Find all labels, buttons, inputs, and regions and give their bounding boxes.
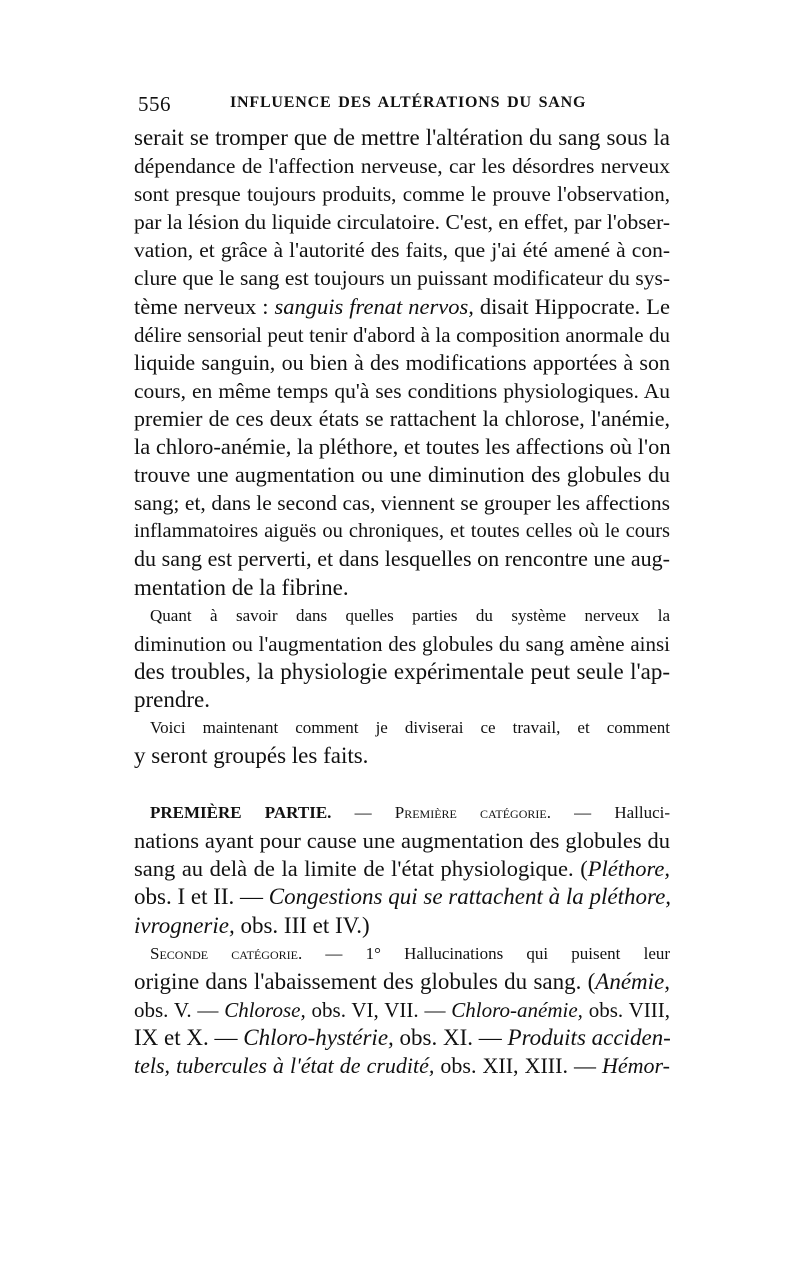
italic-term: Hémor- — [602, 1053, 671, 1078]
italic-term: Congestions qui se rattachent à la pléthore, — [268, 884, 672, 910]
text-line — [134, 855, 670, 883]
text-line: par la lésion du liquide circulatoire. C'est, en effet, par l'obser- — [134, 210, 670, 235]
body-text — [134, 124, 670, 1080]
italic-term: Chloro-hystérie, — [243, 1024, 394, 1050]
italic-term: Chlorose, — [224, 997, 306, 1022]
italic-term: Chloro-anémie, — [451, 997, 583, 1022]
italic-term: ivrognerie, — [134, 912, 235, 938]
running-title: INFLUENCE DES ALTÉRATIONS DU SANG — [230, 94, 587, 111]
text-run: obs. III et IV.) — [234, 912, 370, 938]
text-line — [134, 1052, 670, 1080]
section-first-part — [134, 799, 670, 939]
text-line: des troubles, la physiologie expérimentale peut seule l'ap- — [134, 658, 670, 684]
text-line: sont presque toujours produits, comme le prouve l'observation, — [134, 182, 670, 207]
text-line: délire sensorial peut tenir d'abord à la composition anormale du — [134, 322, 670, 347]
text-run: 1° Hallucinations qui puisent leur — [365, 943, 671, 963]
text-line: vation, et grâce à l'autorité des faits, que j'ai été amené à con- — [134, 238, 670, 263]
text-run: obs. I et II. — — [134, 884, 269, 910]
italic-term: tels, tubercules à l'état de crudité, — [134, 1053, 435, 1078]
text-run: origine dans l'abaissement des globules du sang. ( — [134, 968, 596, 994]
page-number: 556 — [138, 92, 171, 116]
text-run: sang au delà de la limite de l'état physiologique. ( — [134, 856, 588, 882]
dash: — — [550, 803, 615, 823]
running-head — [138, 92, 678, 120]
text-line — [134, 1024, 670, 1052]
text-line: cours, en même temps qu'à ses conditions physiologiques. Au — [134, 378, 670, 403]
text-run: obs. VI, VII. — — [305, 997, 452, 1022]
text-line — [134, 940, 670, 968]
italic-term: Produits acciden- — [507, 1024, 671, 1050]
text-line: liquide sanguin, ou bien à des modifications apportées à son — [134, 349, 670, 375]
dash: — — [331, 803, 395, 823]
text-run: IX et X. — — [134, 1024, 244, 1050]
italic-term: Anémie, — [595, 968, 670, 994]
text-line: inflammatoires aiguës ou chroniques, et toutes celles où le cours — [134, 520, 670, 543]
text-run: obs. VIII, — [582, 997, 670, 1022]
italic-term: Pléthore, — [587, 856, 670, 882]
text-line: Voici maintenant comment je diviserai ce travail, et comment — [150, 717, 670, 737]
text-line: premier de ces deux états se rattachent la chlorose, l'anémie, — [134, 405, 670, 431]
text-line: trouve une augmentation ou une diminution des globules du — [134, 462, 670, 488]
text-line: prendre. — [134, 686, 210, 712]
category-heading: Seconde catégorie. — [150, 943, 303, 963]
part-heading: PREMIÈRE PARTIE. — [150, 803, 332, 823]
text-line: du sang est perverti, et dans lesquelles on rencontre une aug- — [134, 546, 670, 572]
dash: — — [302, 943, 366, 963]
text-line: sang; et, dans le second cas, viennent se grouper les affections — [134, 491, 670, 516]
text-run: disait Hippocrate. Le — [473, 293, 670, 319]
text-line: diminution ou l'augmentation des globules du sang amène ainsi — [134, 631, 670, 656]
text-line — [134, 293, 670, 321]
text-run: obs. V. — — [134, 997, 225, 1022]
latin-quote: sanguis frenat nervos, — [274, 293, 474, 319]
paragraph-3 — [134, 714, 670, 770]
category-heading: Première catégorie. — [394, 803, 551, 823]
text-line: la chloro-anémie, la pléthore, et toutes les affections où l'on — [134, 434, 671, 460]
text-line — [134, 883, 670, 911]
text-line — [134, 996, 670, 1024]
text-line — [134, 799, 670, 827]
paragraph-2 — [134, 602, 670, 714]
text-run: tème nerveux : — [134, 293, 275, 319]
paragraph-1 — [134, 124, 670, 602]
text-run: Halluci- — [614, 803, 671, 823]
text-line: y seront groupés les faits. — [134, 743, 369, 769]
text-line: mentation de la fibrine. — [134, 574, 349, 600]
text-run: obs. XII, XIII. — — [434, 1053, 603, 1078]
text-line — [134, 912, 670, 940]
text-line — [134, 968, 670, 996]
text-run: obs. XI. — — [393, 1024, 508, 1050]
text-line: Quant à savoir dans quelles parties du système nerveux la — [150, 605, 670, 625]
section-second-category — [134, 940, 670, 1080]
text-line: serait se tromper que de mettre l'altération du sang sous la — [134, 125, 670, 150]
text-line: nations ayant pour cause une augmentation des globules du — [134, 828, 670, 854]
text-line: clure que le sang est toujours un puissant modificateur du sys- — [134, 266, 670, 291]
text-line: dépendance de l'affection nerveuse, car les désordres nerveux — [134, 154, 670, 179]
